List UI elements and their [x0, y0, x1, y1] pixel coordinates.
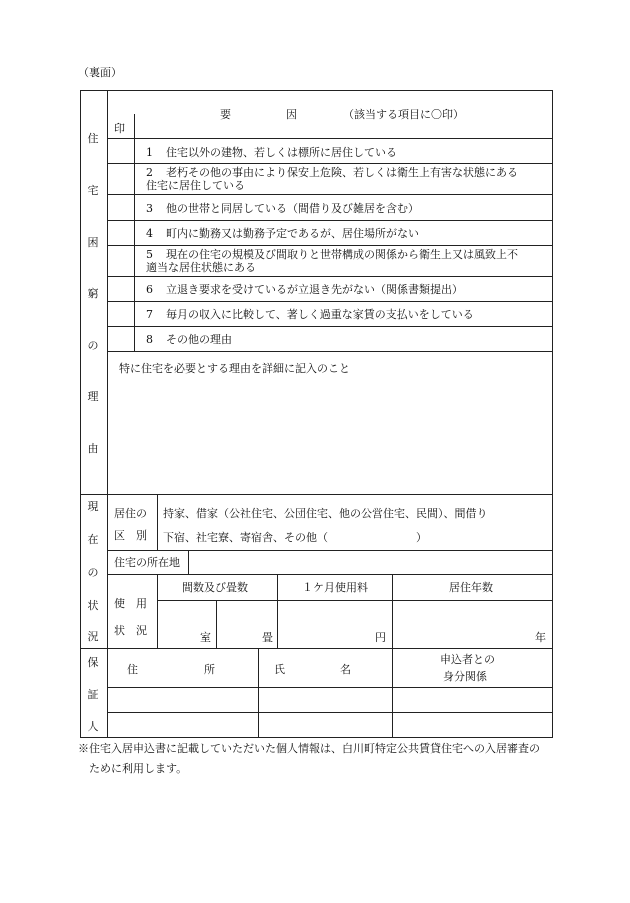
col-rooms-header: 間数及び畳数: [182, 581, 248, 594]
s2-address-bottom: [107, 574, 553, 575]
s1-row4-bottom: [107, 245, 553, 246]
unit-tatami: 畳: [262, 631, 273, 644]
s3-title-char: 証: [87, 688, 99, 701]
usage-label-1: 使 用: [114, 597, 147, 610]
s2-title-char: 況: [87, 630, 99, 643]
s2-s3-divider: [80, 648, 553, 649]
s1-s2-divider: [80, 494, 553, 495]
s1-row1-bottom: [107, 163, 553, 164]
category-options-line-2[interactable]: 下宿、社宅寮、寄宿舎、その他（ ）: [163, 531, 427, 544]
reason-text: 住宅以外の建物、若しくは標所に居住している: [166, 146, 397, 159]
category-label-2: 区 別: [114, 529, 147, 542]
s1-title-char: 窮: [87, 287, 99, 300]
s1-title-char: 住: [87, 132, 99, 145]
reason-num: 5: [146, 248, 153, 261]
reason-text: 立退き要求を受けているが立退き先がない（関係書類提出）: [166, 283, 463, 296]
s1-row6-bottom: [107, 301, 553, 302]
outer-left-border: [80, 90, 81, 738]
s1-row7-bottom: [107, 326, 553, 327]
unit-year: 年: [535, 631, 546, 644]
header-note: （該当する項目に〇印）: [343, 108, 464, 121]
address-label: 住宅の所在地: [114, 556, 180, 569]
reason-num: 4: [146, 227, 153, 240]
reason-num: 8: [146, 333, 153, 346]
detail-reason-label: 特に住宅を必要とする理由を詳細に記入のこと: [119, 362, 350, 375]
detail-reason-area[interactable]: [108, 352, 552, 493]
unit-rooms: 室: [200, 631, 211, 644]
outer-bottom-border: [80, 737, 553, 738]
reason-num: 6: [146, 283, 153, 296]
usage-label-2: 状 況: [114, 624, 147, 637]
reason-num: 7: [146, 308, 153, 321]
reason-num: 1: [146, 146, 153, 159]
reason-num: 2: [146, 166, 153, 179]
header-factor: 要 因: [220, 108, 297, 121]
privacy-note-line-1: ※住宅入居申込書に記載していただいた個人情報は、白川町特定公共賃貸住宅への入居審査の: [78, 742, 540, 755]
category-options-line-1[interactable]: 持家、借家（公社住宅、公団住宅、他の公営住宅、民間）、間借り: [163, 507, 488, 520]
s1-title-char: の: [87, 339, 99, 352]
reason-text: 他の世帯と同居している（間借り及び雑居を含む）: [166, 202, 419, 215]
outer-top-border: [80, 90, 553, 91]
s1-title-char: 由: [87, 442, 99, 455]
guarantor-row[interactable]: [108, 713, 552, 737]
s3-title-char: 人: [87, 720, 99, 733]
s2-title-char: 状: [87, 599, 99, 612]
header-mark: 印: [114, 122, 125, 135]
s1-header-bottom: [107, 138, 553, 139]
category-label-1: 居住の: [114, 507, 147, 520]
years-field[interactable]: [393, 601, 552, 648]
col-guarantor-name: 氏 名: [274, 663, 351, 676]
s1-row3-bottom: [107, 220, 553, 221]
outer-right-border: [552, 90, 553, 738]
s2-category-label-divider: [157, 494, 158, 551]
page-label: （裏面）: [78, 66, 122, 79]
s1-title-char: 理: [87, 390, 99, 403]
s1-mark-divider-header: [134, 114, 135, 139]
col-guarantor-address: 住 所: [127, 663, 215, 676]
guarantor-row[interactable]: [108, 688, 552, 712]
reason-text: 毎月の収入に比較して、著しく過重な家賃の支払いをしている: [166, 308, 474, 321]
privacy-note-line-2: ために利用します。: [89, 762, 188, 775]
reason-text-cont: 住宅に居住している: [146, 179, 245, 192]
col-relation-2: 身分関係: [443, 670, 487, 683]
reason-text: 町内に勤務又は勤務予定であるが、居住場所がない: [166, 227, 419, 240]
s2-title-char: の: [87, 566, 99, 579]
s2-title-char: 在: [87, 533, 99, 546]
col-relation-1: 申込者との: [440, 653, 495, 666]
col-rent-header: １ケ月使用料: [302, 581, 368, 594]
address-field[interactable]: [189, 551, 552, 574]
reason-text: 現在の住宅の規模及び間取りと世帯構成の関係から衛生上又は風致上不: [166, 248, 518, 261]
s2-title-char: 現: [87, 500, 99, 513]
reason-text: その他の理由: [166, 333, 232, 346]
col-years-header: 居住年数: [449, 581, 493, 594]
s1-title-char: 困: [87, 236, 99, 249]
unit-yen: 円: [375, 631, 386, 644]
s1-row5-bottom: [107, 276, 553, 277]
s1-row2-bottom: [107, 194, 553, 195]
s3-title-char: 保: [87, 656, 99, 669]
reason-text: 老朽その他の事由により保安上危険、若しくは衛生上有害な状態にある: [166, 166, 518, 179]
reason-num: 3: [146, 202, 153, 215]
reason-text-cont: 適当な居住状態にある: [146, 261, 256, 274]
s1-title-char: 宅: [87, 184, 99, 197]
